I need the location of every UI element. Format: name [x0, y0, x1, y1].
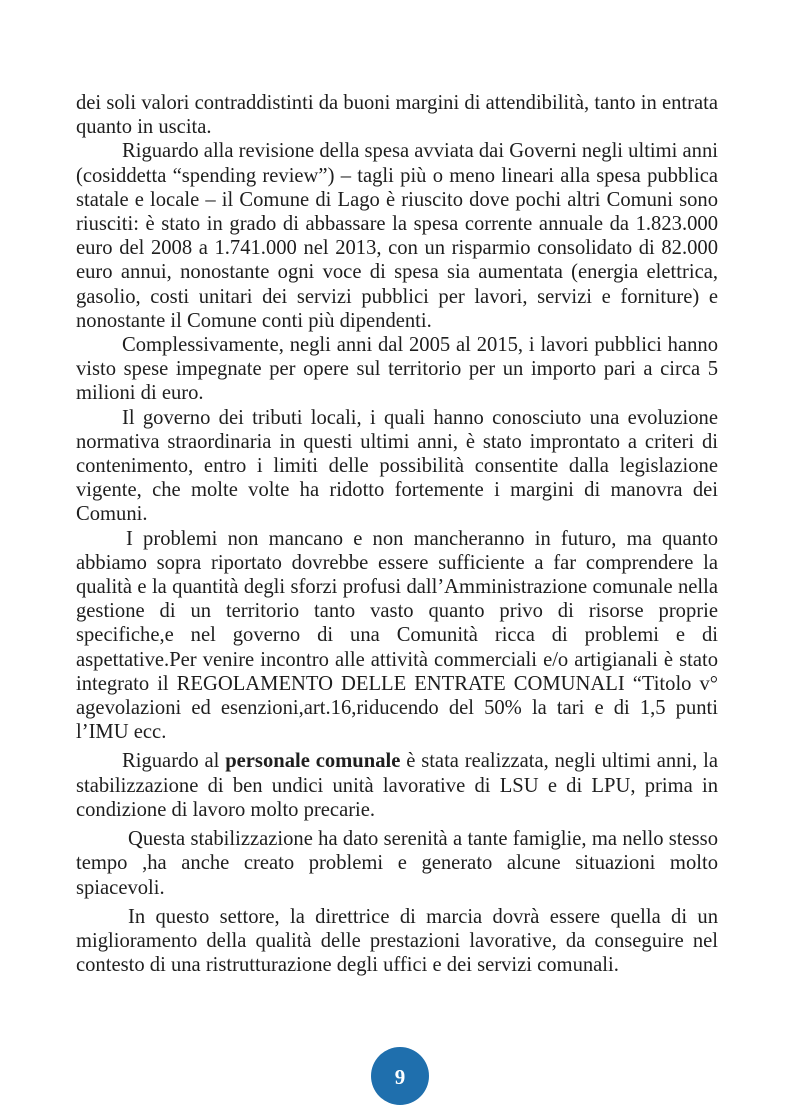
paragraph-sector-direction: In questo settore, la direttrice di marcia dovrà essere quella di un miglioramento della qualità delle prestazioni lavorative, da conseguire nel contesto di una ristrutturazione degli uffici e dei servizi comunali. [76, 905, 718, 977]
paragraph-public-works: Complessivamente, negli anni dal 2005 al 2015, i lavori pubblici hanno visto spese impegnate per opere sul territorio per un importo pari a circa 5 milioni di euro. [76, 334, 718, 405]
paragraph-stabilization: Questa stabilizzazione ha dato serenità a tante famiglie, ma nello stesso tempo ,ha anche creato problemi e generato alcune situazioni molto spiacevoli. [76, 828, 718, 899]
personnel-bold-term: personale comunale [225, 750, 401, 773]
paragraph-problems: I problemi non mancano e non mancheranno in futuro, ma quanto abbiamo sopra riportato dovrebbe essere sufficiente a far comprendere la qualità e la quantità degli sforzi profusi dall’Amministrazione comunale nella gestione di un territorio tanto vasto quanto privo di risorse proprie specifiche,e nel governo di una Comunità ricca di problemi e di aspettative.Per venire incontro alle attività commerciali e/o artigianali è stato integrato il REGOLAMENTO DELLE ENTRATE COMUNALI “Titolo v° agevolazioni ed esenzioni,art.16,riducendo del 50% la tari e di 1,5 punti l’IMU ecc. [76, 527, 718, 744]
personnel-text-start: Riguardo al [122, 750, 226, 773]
page-number: 9 [394, 1064, 406, 1089]
paragraph-local-taxes: Il governo dei tributi locali, i quali hanno conosciuto una evoluzione normativa straordinaria in questi ultimi anni, è stato improntato a criteri di contenimento, entro i limiti delle possibilità consentite dalla legislazione vigente, che molte volte ha ridotto fortemente i margini di manovra dei Comuni. [76, 406, 718, 526]
personnel-text-end: è stata realizzata, negli ultimi anni, la stabilizzazione di ben undici unità lavorative di LSU e di LPU, prima in condizione di lavoro molto precarie. [76, 750, 719, 821]
paragraph-continuation: dei soli valori contraddistinti da buoni margini di attendibilità, tanto in entrata quanto in uscita. [76, 92, 718, 139]
paragraph-personnel [76, 749, 718, 822]
paragraph-spending-review: Riguardo alla revisione della spesa avviata dai Governi negli ultimi anni (cosiddetta “spending review”) – tagli più o meno lineari alla spesa pubblica statale e locale – il Comune di Lago è riuscito dove pochi altri Comuni sono riusciti: è stato in grado di abbassare la spesa corrente annuale da 1.823.000 euro del 2008 a 1.741.000 nel 2013, con un risparmio consolidato di 82.000 euro annui, nonostante ogni voce di spesa sia aumentata (energia elettrica, gasolio, costi unitari dei servizi pubblici per lavori, servizi e forniture) e nonostante il Comune conti più dipendenti. [76, 140, 718, 332]
body-text [76, 91, 718, 977]
page-number-badge [371, 1047, 429, 1105]
